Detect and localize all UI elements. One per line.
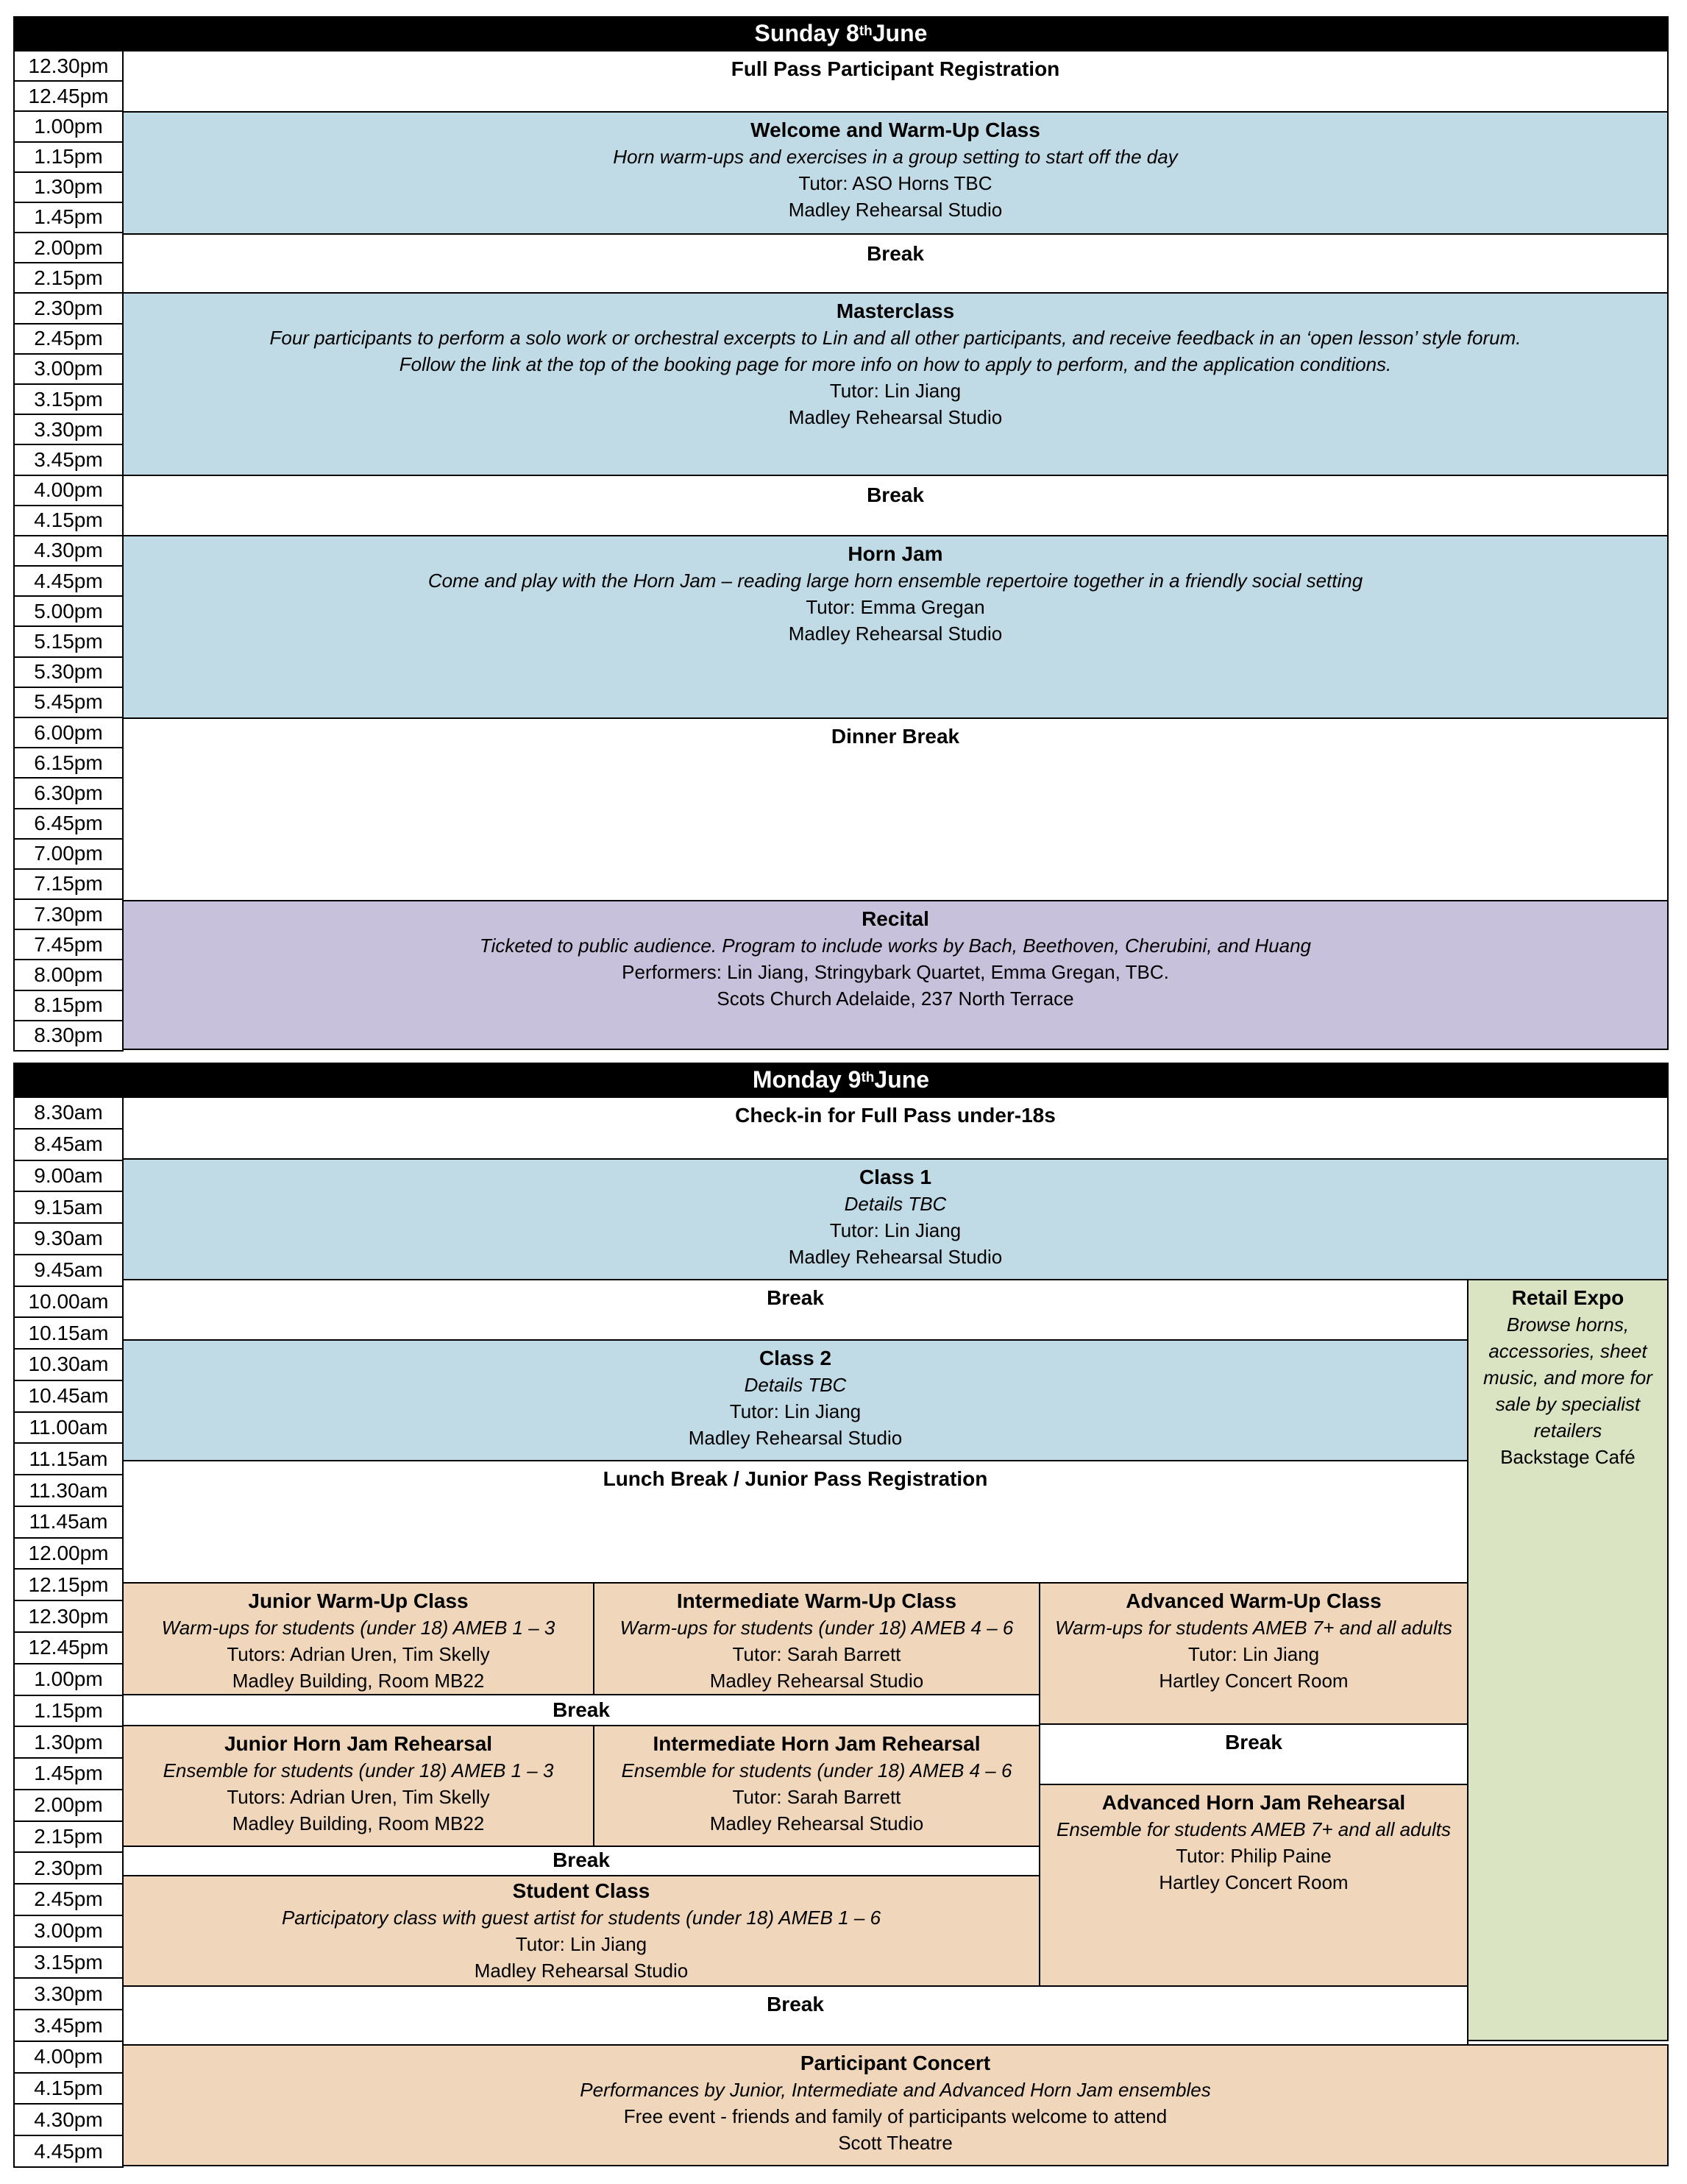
sunday-time-slot: 7.45pm <box>13 929 124 960</box>
monday-advanced-warmup-tutor: Tutor: Lin Jiang <box>1187 1643 1320 1665</box>
monday-time-slot: 9.45am <box>13 1254 124 1287</box>
sunday-masterclass-title: Masterclass <box>836 299 955 322</box>
sunday-time-slot: 7.00pm <box>13 838 124 870</box>
monday-student-class-venue: Madley Rehearsal Studio <box>474 1960 689 1982</box>
sunday-masterclass-desc-2: Follow the link at the top of the booking page for more info on how to apply to perform, and the application conditions. <box>399 353 1392 375</box>
monday-participant-concert-title: Participant Concert <box>800 2052 991 2074</box>
monday-intermediate-warmup <box>593 1582 1040 1695</box>
monday-participant-concert <box>122 2044 1669 2166</box>
monday-student-class-title: Student Class <box>512 1879 650 1902</box>
sunday-recital-title: Recital <box>862 907 929 930</box>
monday-junior-horn-jam-title: Junior Horn Jam Rehearsal <box>224 1732 493 1755</box>
sunday-time-slot: 8.15pm <box>13 990 124 1021</box>
monday-time-slot: 2.15pm <box>13 1820 124 1854</box>
sunday-title: Sunday 8 <box>754 19 859 46</box>
monday-retail-expo-title: Retail Expo <box>1511 1286 1624 1309</box>
sunday-masterclass-tutor: Tutor: Lin Jiang <box>829 380 962 402</box>
monday-break-2 <box>122 1694 1040 1726</box>
monday-title: Monday 9 <box>752 1066 862 1093</box>
sunday-title-sup: th <box>859 24 873 39</box>
sunday-time-slot: 12.30pm <box>13 50 124 82</box>
monday-class-2-venue: Madley Rehearsal Studio <box>688 1427 903 1449</box>
sunday-time-slot: 3.30pm <box>13 414 124 445</box>
monday-time-slot: 8.45am <box>13 1128 124 1161</box>
monday-checkin-title: Check-in for Full Pass under-18s <box>735 1104 1056 1127</box>
sunday-time-slot: 3.45pm <box>13 444 124 475</box>
monday-break-4-title: Break <box>767 1993 824 2015</box>
monday-time-slot: 4.00pm <box>13 2041 124 2074</box>
monday-advanced-horn-jam-title: Advanced Horn Jam Rehearsal <box>1101 1791 1406 1814</box>
monday-time-slot: 12.30pm <box>13 1600 124 1633</box>
monday-time-slot: 9.15am <box>13 1191 124 1224</box>
monday-advanced-horn-jam-desc: Ensemble for students AMEB 7+ and all adults <box>1056 1818 1451 1840</box>
monday-time-slot: 12.00pm <box>13 1537 124 1570</box>
monday-junior-horn-jam <box>122 1725 594 1847</box>
sunday-time-slot: 1.00pm <box>13 110 124 142</box>
sunday-welcome-venue: Madley Rehearsal Studio <box>788 199 1003 221</box>
monday-header <box>13 1063 1669 1096</box>
sunday-horn-jam-venue: Madley Rehearsal Studio <box>788 623 1003 645</box>
sunday-welcome-title: Welcome and Warm-Up Class <box>750 118 1040 141</box>
sunday-masterclass-venue: Madley Rehearsal Studio <box>788 406 1003 428</box>
sunday-time-slot: 6.15pm <box>13 747 124 779</box>
sunday-time-slot: 1.30pm <box>13 171 124 203</box>
monday-intermediate-horn-jam-desc: Ensemble for students (under 18) AMEB 4 – 6 <box>621 1759 1012 1781</box>
monday-break-1-title: Break <box>767 1286 824 1309</box>
sunday-break-1-title: Break <box>867 242 924 265</box>
monday-retail-expo <box>1467 1279 1669 2041</box>
monday-retail-expo-desc-3: music, and more for <box>1483 1366 1652 1389</box>
sunday-time-slot: 5.15pm <box>13 625 124 657</box>
monday-break-3 <box>122 1846 1040 1876</box>
sunday-time-slot: 3.00pm <box>13 353 124 385</box>
sunday-time-slot: 12.45pm <box>13 80 124 112</box>
monday-time-slot: 12.45pm <box>13 1631 124 1664</box>
monday-retail-expo-desc-2: accessories, sheet <box>1488 1340 1647 1362</box>
sunday-time-slot: 5.30pm <box>13 656 124 688</box>
monday-checkin <box>122 1096 1669 1160</box>
sunday-time-slot: 4.45pm <box>13 565 124 597</box>
sunday-horn-jam-tutor: Tutor: Emma Gregan <box>806 596 985 618</box>
monday-time-slot: 10.45am <box>13 1380 124 1413</box>
monday-class-1-desc: Details TBC <box>844 1193 947 1215</box>
monday-class-1 <box>122 1158 1669 1280</box>
monday-time-slot: 10.15am <box>13 1316 124 1350</box>
sunday-time-slot: 4.30pm <box>13 535 124 567</box>
monday-class-2-title: Class 2 <box>759 1347 832 1369</box>
monday-break-3-title: Break <box>553 1848 610 1871</box>
monday-intermediate-warmup-desc: Warm-ups for students (under 18) AMEB 4 – 6 <box>619 1617 1014 1639</box>
sunday-recital-venue: Scots Church Adelaide, 237 North Terrace <box>717 988 1074 1010</box>
sunday-time-slot: 4.00pm <box>13 475 124 506</box>
sunday-time-slot: 6.00pm <box>13 717 124 748</box>
monday-class-2-desc: Details TBC <box>744 1374 847 1396</box>
sunday-break-2 <box>122 475 1669 536</box>
monday-participant-concert-venue: Scott Theatre <box>838 2132 953 2154</box>
monday-time-slot: 1.15pm <box>13 1695 124 1728</box>
sunday-title-end: June <box>872 19 928 46</box>
sunday-time-slot: 6.30pm <box>13 777 124 809</box>
monday-advanced-horn-jam-tutor: Tutor: Philip Paine <box>1176 1845 1332 1867</box>
monday-student-class-tutor: Tutor: Lin Jiang <box>515 1933 647 1955</box>
monday-student-class-desc: Participatory class with guest artist for students (under 18) AMEB 1 – 6 <box>281 1907 881 1929</box>
monday-time-slot: 3.15pm <box>13 1946 124 1979</box>
monday-time-slot: 3.30pm <box>13 1977 124 2010</box>
monday-time-slot: 4.45pm <box>13 2135 124 2168</box>
monday-time-slot: 11.30am <box>13 1474 124 1507</box>
sunday-dinner-break-title: Dinner Break <box>831 725 960 748</box>
monday-junior-warmup-desc: Warm-ups for students (under 18) AMEB 1 – 3 <box>161 1617 555 1639</box>
monday-time-slot: 2.00pm <box>13 1789 124 1822</box>
monday-lunch-break <box>122 1460 1468 1584</box>
sunday-horn-jam-desc: Come and play with the Horn Jam – reading large horn ensemble repertoire together in a friendly social setting <box>427 570 1363 592</box>
monday-intermediate-warmup-tutor: Tutor: Sarah Barrett <box>732 1643 901 1665</box>
monday-class-1-tutor: Tutor: Lin Jiang <box>829 1219 962 1241</box>
monday-participant-concert-desc: Performances by Junior, Intermediate and Advanced Horn Jam ensembles <box>580 2079 1211 2101</box>
sunday-time-slot: 7.15pm <box>13 868 124 900</box>
sunday-time-slot: 8.30pm <box>13 1020 124 1052</box>
monday-junior-horn-jam-desc: Ensemble for students (under 18) AMEB 1 – 3 <box>163 1759 554 1781</box>
sunday-time-slot: 2.00pm <box>13 232 124 263</box>
monday-time-slot: 1.00pm <box>13 1663 124 1696</box>
monday-time-slot: 1.30pm <box>13 1726 124 1759</box>
monday-time-slot: 10.30am <box>13 1348 124 1381</box>
monday-title-end: June <box>874 1066 930 1093</box>
monday-time-slot: 9.30am <box>13 1222 124 1255</box>
monday-advanced-warmup-venue: Hartley Concert Room <box>1159 1670 1349 1692</box>
sunday-time-slot: 5.00pm <box>13 595 124 627</box>
monday-time-slot: 11.15am <box>13 1442 124 1475</box>
sunday-recital-performers: Performers: Lin Jiang, Stringybark Quartet, Emma Gregan, TBC. <box>622 961 1169 983</box>
sunday-time-slot: 2.15pm <box>13 262 124 294</box>
monday-intermediate-warmup-venue: Madley Rehearsal Studio <box>709 1670 924 1692</box>
sunday-registration <box>122 50 1669 113</box>
monday-participant-concert-note: Free event - friends and family of participants welcome to attend <box>623 2105 1168 2127</box>
monday-advanced-horn-jam <box>1039 1784 1468 1987</box>
monday-time-slot: 9.00am <box>13 1160 124 1193</box>
sunday-time-slot: 2.45pm <box>13 323 124 355</box>
monday-junior-warmup-venue: Madley Building, Room MB22 <box>232 1670 485 1692</box>
sunday-masterclass <box>122 292 1669 476</box>
sunday-time-slot: 6.45pm <box>13 808 124 840</box>
monday-time-slot: 4.30pm <box>13 2103 124 2136</box>
monday-class-1-venue: Madley Rehearsal Studio <box>788 1246 1003 1268</box>
monday-time-slot: 12.15pm <box>13 1568 124 1601</box>
sunday-recital-desc: Ticketed to public audience. Program to include works by Bach, Beethoven, Cherubini, and Huang <box>480 935 1311 957</box>
sunday-break-1 <box>122 233 1669 294</box>
monday-class-1-title: Class 1 <box>859 1166 932 1188</box>
sunday-registration-title: Full Pass Participant Registration <box>731 57 1060 80</box>
monday-intermediate-horn-jam-venue: Madley Rehearsal Studio <box>709 1812 924 1834</box>
sunday-time-slot: 1.15pm <box>13 141 124 173</box>
sunday-welcome <box>122 111 1669 235</box>
monday-advanced-warmup-desc: Warm-ups for students AMEB 7+ and all adults <box>1055 1617 1452 1639</box>
monday-time-slot: 11.45am <box>13 1506 124 1539</box>
monday-break-1 <box>122 1279 1468 1341</box>
monday-junior-horn-jam-venue: Madley Building, Room MB22 <box>232 1812 485 1834</box>
sunday-time-slot: 3.15pm <box>13 383 124 415</box>
sunday-horn-jam-title: Horn Jam <box>848 542 943 565</box>
monday-retail-expo-desc-5: retailers <box>1533 1419 1602 1442</box>
monday-time-slot: 8.30am <box>13 1096 124 1130</box>
monday-retail-expo-desc-1: Browse horns, <box>1506 1313 1630 1336</box>
monday-time-slot: 3.00pm <box>13 1915 124 1948</box>
monday-lunch-break-title: Lunch Break / Junior Pass Registration <box>603 1467 988 1490</box>
monday-junior-warmup <box>122 1582 594 1695</box>
monday-title-sup: th <box>861 1070 875 1085</box>
monday-break-4 <box>122 1985 1468 2046</box>
monday-junior-warmup-tutor: Tutors: Adrian Uren, Tim Skelly <box>227 1643 490 1665</box>
monday-time-slot: 3.45pm <box>13 2009 124 2042</box>
monday-student-class <box>122 1875 1040 1987</box>
sunday-break-2-title: Break <box>867 483 924 506</box>
monday-time-slot: 1.45pm <box>13 1757 124 1790</box>
sunday-horn-jam <box>122 535 1669 719</box>
monday-intermediate-horn-jam-tutor: Tutor: Sarah Barrett <box>732 1786 901 1808</box>
monday-advanced-warmup-title: Advanced Warm-Up Class <box>1126 1589 1382 1612</box>
monday-break-2-title: Break <box>553 1698 610 1721</box>
monday-advanced-break-title: Break <box>1225 1731 1282 1754</box>
monday-retail-expo-desc-4: sale by specialist <box>1495 1393 1641 1415</box>
sunday-welcome-desc: Horn warm-ups and exercises in a group setting to start off the day <box>613 146 1178 168</box>
sunday-recital <box>122 900 1669 1050</box>
monday-retail-expo-venue: Backstage Café <box>1500 1446 1635 1468</box>
monday-time-slot: 2.30pm <box>13 1851 124 1885</box>
monday-advanced-warmup <box>1039 1582 1468 1725</box>
monday-intermediate-warmup-title: Intermediate Warm-Up Class <box>676 1589 957 1612</box>
monday-class-2 <box>122 1339 1468 1461</box>
monday-junior-warmup-title: Junior Warm-Up Class <box>248 1589 469 1612</box>
monday-class-2-tutor: Tutor: Lin Jiang <box>729 1400 862 1422</box>
sunday-masterclass-desc-1: Four participants to perform a solo work or orchestral excerpts to Lin and all other participants, and receive feedback in an ‘open lesson’ style forum. <box>269 327 1521 349</box>
sunday-dinner-break <box>122 717 1669 901</box>
sunday-welcome-tutor: Tutor: ASO Horns TBC <box>798 172 992 194</box>
monday-junior-horn-jam-tutor: Tutors: Adrian Uren, Tim Skelly <box>227 1786 490 1808</box>
monday-advanced-horn-jam-venue: Hartley Concert Room <box>1159 1871 1349 1893</box>
sunday-time-slot: 5.45pm <box>13 687 124 718</box>
sunday-time-slot: 1.45pm <box>13 202 124 233</box>
sunday-time-slot: 4.15pm <box>13 505 124 536</box>
monday-intermediate-horn-jam-title: Intermediate Horn Jam Rehearsal <box>653 1732 981 1755</box>
monday-time-slot: 10.00am <box>13 1286 124 1319</box>
sunday-header <box>13 16 1669 50</box>
monday-advanced-break <box>1039 1723 1468 1785</box>
monday-time-slot: 2.45pm <box>13 1883 124 1916</box>
sunday-time-slot: 7.30pm <box>13 898 124 930</box>
sunday-time-slot: 2.30pm <box>13 292 124 324</box>
monday-time-slot: 11.00am <box>13 1411 124 1444</box>
monday-intermediate-horn-jam <box>593 1725 1040 1847</box>
monday-time-slot: 4.15pm <box>13 2072 124 2105</box>
sunday-time-slot: 8.00pm <box>13 959 124 990</box>
